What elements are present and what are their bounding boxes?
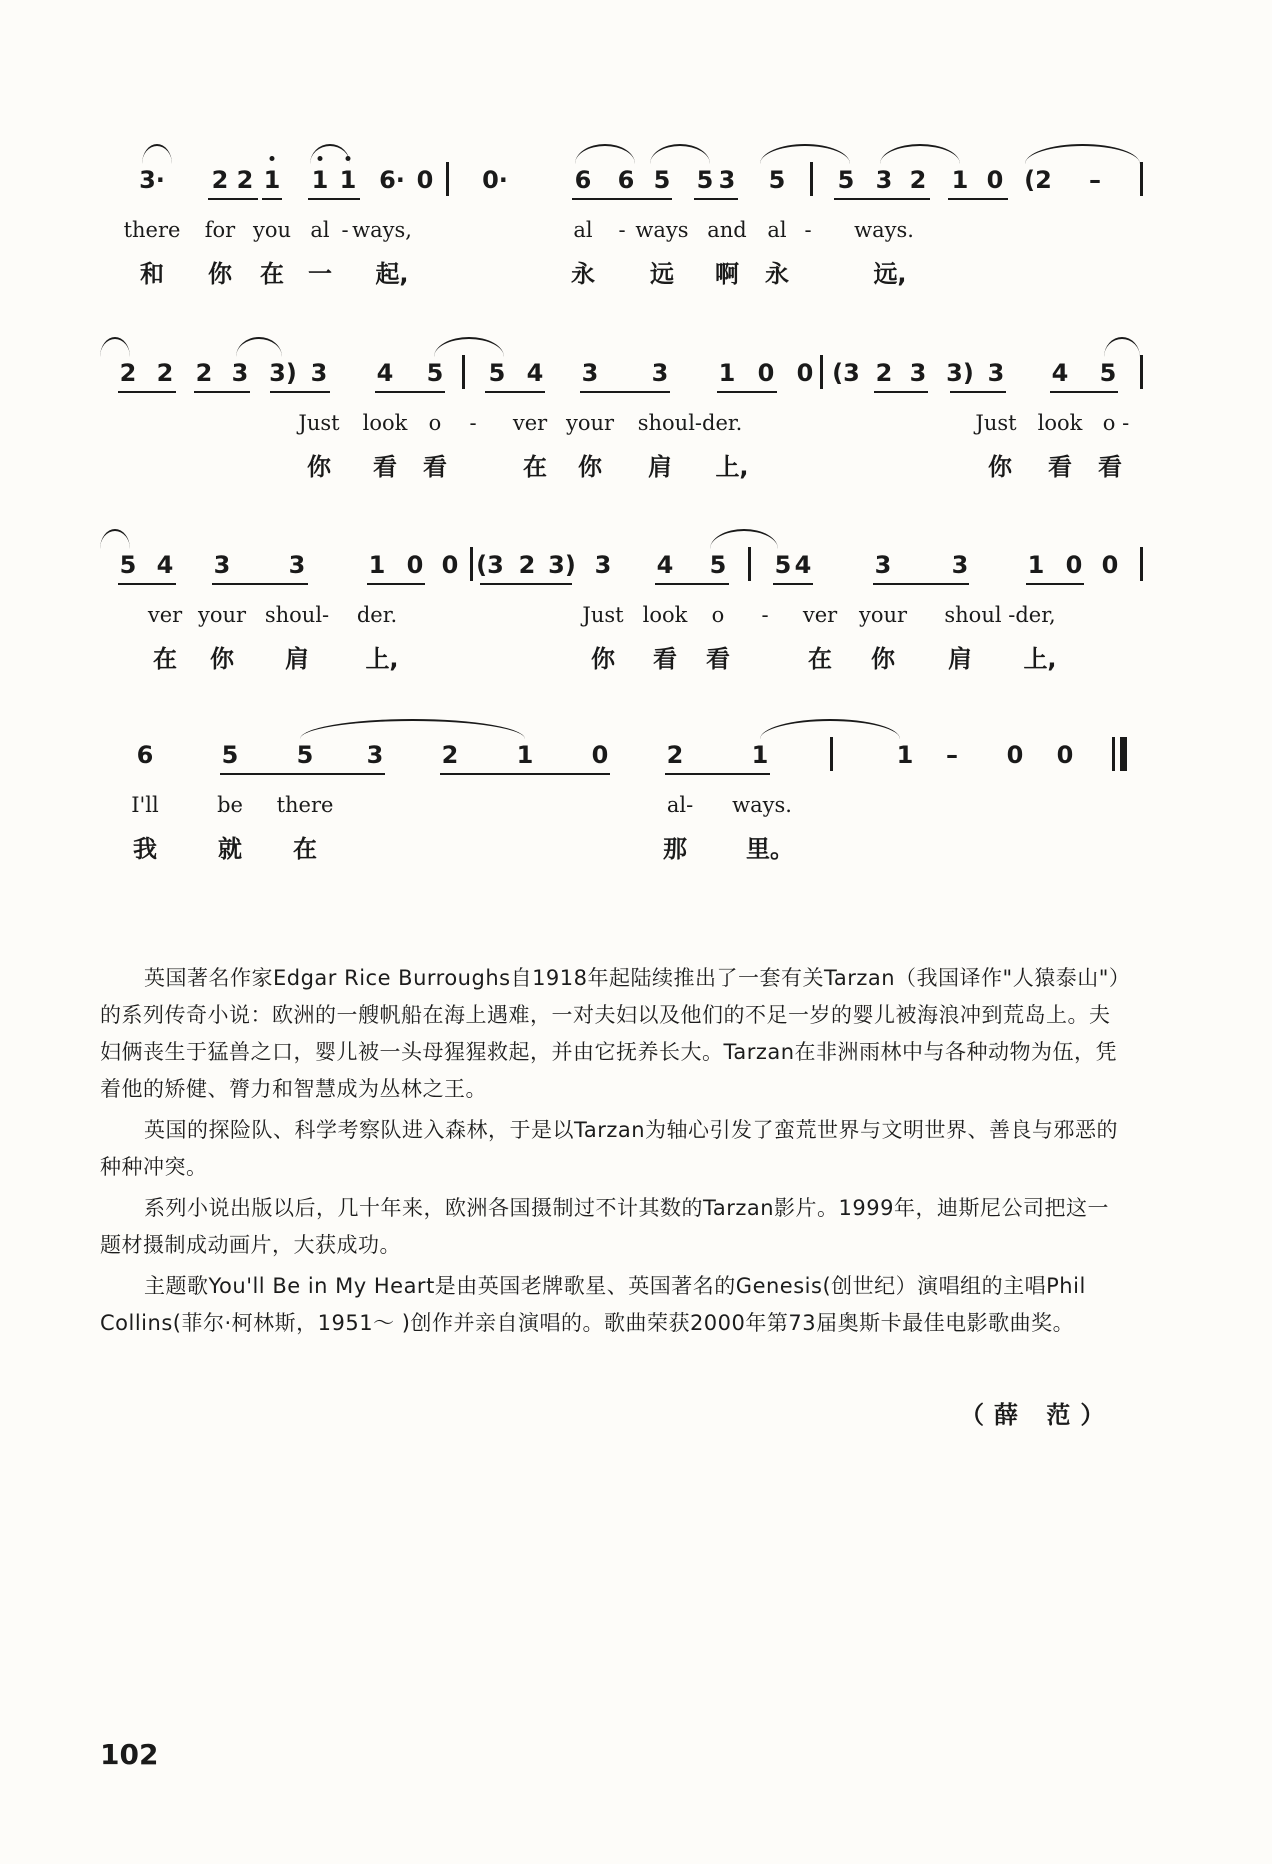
lyric: ver bbox=[512, 411, 548, 435]
note: (3 bbox=[476, 551, 504, 579]
note: 4 bbox=[656, 551, 674, 579]
duration-underline bbox=[440, 773, 610, 775]
note: 1 bbox=[1027, 551, 1045, 579]
lyric: - bbox=[341, 218, 349, 242]
lyric: 一 bbox=[308, 260, 332, 288]
slur bbox=[142, 144, 172, 164]
octave-dot bbox=[346, 156, 351, 161]
barline bbox=[830, 737, 833, 771]
duration-underline bbox=[1026, 583, 1084, 585]
lyric: 上, bbox=[365, 645, 399, 673]
lyric: Just bbox=[298, 411, 340, 435]
paragraph-3: 系列小说出版以后，几十年来，欧洲各国摄制过不计其数的Tarzan影片。1999年，迪斯尼公司把这一题材摄制成动画片，大获成功。 bbox=[100, 1196, 1109, 1257]
note: 3 bbox=[874, 551, 892, 579]
lyric: 在 bbox=[523, 453, 547, 481]
note: 0 bbox=[796, 359, 814, 387]
note: 3 bbox=[310, 359, 328, 387]
lyric: - bbox=[618, 218, 626, 242]
octave-dot bbox=[318, 156, 323, 161]
lyric: - bbox=[469, 411, 477, 435]
duration-underline bbox=[485, 391, 545, 393]
lyric: for bbox=[204, 218, 236, 242]
lyric: - bbox=[761, 603, 769, 627]
note: 2 bbox=[156, 359, 174, 387]
lyric: 在 bbox=[293, 835, 317, 863]
note: 5 bbox=[837, 166, 855, 194]
lyric: 看 bbox=[373, 453, 397, 481]
duration-underline bbox=[665, 773, 770, 775]
slur bbox=[236, 337, 282, 357]
duration-underline bbox=[717, 391, 777, 393]
barline bbox=[446, 162, 449, 196]
lyric: Just bbox=[975, 411, 1017, 435]
lyric: 你 bbox=[578, 453, 602, 481]
english-lyrics-4 bbox=[0, 787, 1272, 827]
lyric: 永 bbox=[571, 260, 595, 288]
lyric: ways. bbox=[854, 218, 914, 242]
duration-underline bbox=[308, 198, 360, 200]
lyric: 里。 bbox=[746, 835, 794, 863]
note: 3) bbox=[548, 551, 576, 579]
lyric: 起, bbox=[375, 260, 409, 288]
note: 3 bbox=[909, 359, 927, 387]
score-system-4 bbox=[0, 735, 1272, 905]
barline bbox=[1140, 355, 1143, 389]
note: 0 bbox=[406, 551, 424, 579]
song-background-text bbox=[100, 960, 1120, 1346]
paragraph-1: 英国著名作家Edgar Rice Burroughs自1918年起陆续推出了一套有关Tarzan（我国译作"人猿泰山"）的系列传奇小说：欧洲的一艘帆船在海上遇难，一对夫妇以及他们的不足一岁的婴儿被海浪冲到荒岛上。夫妇俩丧生于猛兽之口，婴儿被一头母猩猩救起，并由它抚养长大。Tarzan在非洲雨林中与各种动物为伍，凭着他的矫健、膂力和智慧成为丛林之王。 bbox=[100, 966, 1120, 1101]
note: 3 bbox=[288, 551, 306, 579]
lyric: ver bbox=[147, 603, 183, 627]
note: 1 bbox=[368, 551, 386, 579]
duration-underline bbox=[834, 198, 930, 200]
slur bbox=[760, 719, 900, 739]
duration-underline bbox=[874, 391, 928, 393]
lyric: al- bbox=[666, 793, 694, 817]
duration-underline bbox=[873, 583, 969, 585]
lyric: look bbox=[362, 411, 408, 435]
lyric: 你 bbox=[988, 453, 1012, 481]
duration-underline bbox=[773, 583, 813, 585]
notes-line-3 bbox=[0, 545, 1272, 585]
lyric: 就 bbox=[218, 835, 242, 863]
duration-underline bbox=[118, 583, 176, 585]
chinese-lyrics-3 bbox=[0, 635, 1272, 675]
duration-underline bbox=[262, 198, 282, 200]
note: 0 bbox=[986, 166, 1004, 194]
duration-underline bbox=[118, 391, 176, 393]
slur bbox=[310, 144, 350, 164]
note: 0 bbox=[757, 359, 775, 387]
duration-underline bbox=[1050, 391, 1118, 393]
lyric: 上, bbox=[1023, 645, 1057, 673]
note: 2 bbox=[909, 166, 927, 194]
lyric: there bbox=[123, 218, 181, 242]
lyric: ways. bbox=[732, 793, 792, 817]
note: 3 bbox=[213, 551, 231, 579]
duration-underline bbox=[572, 198, 672, 200]
note: 3 bbox=[718, 166, 736, 194]
barline bbox=[1140, 162, 1143, 196]
duration-underline bbox=[194, 391, 250, 393]
note: 2 bbox=[441, 741, 459, 769]
note: 0· bbox=[482, 166, 508, 194]
lyric: 你 bbox=[871, 645, 895, 673]
note: 2 bbox=[875, 359, 893, 387]
lyric: 远, bbox=[873, 260, 907, 288]
note: 2 bbox=[666, 741, 684, 769]
lyric: Just bbox=[582, 603, 624, 627]
lyric: o bbox=[711, 603, 725, 627]
note: (3 bbox=[832, 359, 860, 387]
note: (2 bbox=[1024, 166, 1052, 194]
octave-dot bbox=[270, 156, 275, 161]
duration-underline bbox=[948, 198, 1008, 200]
lyric: and bbox=[707, 218, 747, 242]
barline bbox=[820, 355, 823, 389]
note: 1 bbox=[718, 359, 736, 387]
note: 2 bbox=[518, 551, 536, 579]
lyric: shoul -der, bbox=[944, 603, 1056, 627]
note: 6 bbox=[617, 166, 635, 194]
english-lyrics-1 bbox=[0, 212, 1272, 252]
lyric: 在 bbox=[153, 645, 177, 673]
note: 3 bbox=[651, 359, 669, 387]
slur bbox=[300, 719, 525, 739]
note: 1 bbox=[751, 741, 769, 769]
note: 0 bbox=[1006, 741, 1024, 769]
slur bbox=[1104, 337, 1140, 357]
lyric: 我 bbox=[133, 835, 157, 863]
duration-underline bbox=[580, 391, 670, 393]
note: 4 bbox=[526, 359, 544, 387]
notes-line-1 bbox=[0, 160, 1272, 200]
slur bbox=[575, 144, 635, 164]
lyric: 看 bbox=[706, 645, 730, 673]
lyric: your bbox=[197, 603, 247, 627]
lyric: al bbox=[767, 218, 787, 242]
note: 2 bbox=[195, 359, 213, 387]
lyric: der. bbox=[356, 603, 398, 627]
lyric: 你 bbox=[208, 260, 232, 288]
note: 0 bbox=[1065, 551, 1083, 579]
note: 1 bbox=[951, 166, 969, 194]
score-system-3 bbox=[0, 545, 1272, 715]
slur bbox=[434, 337, 504, 357]
lyric: - bbox=[804, 218, 812, 242]
lyric: 肩 bbox=[648, 453, 672, 481]
lyric: I'll bbox=[131, 793, 159, 817]
lyric: 远 bbox=[650, 260, 674, 288]
barline bbox=[1140, 547, 1143, 581]
lyric: look bbox=[1037, 411, 1083, 435]
duration-underline bbox=[950, 391, 1006, 393]
lyric: your bbox=[565, 411, 615, 435]
lyric: ways bbox=[635, 218, 689, 242]
slur bbox=[1025, 144, 1140, 164]
note: 4 bbox=[794, 551, 812, 579]
slur bbox=[880, 144, 960, 164]
lyric: 上, bbox=[715, 453, 749, 481]
note: 3 bbox=[875, 166, 893, 194]
note: 6 bbox=[136, 741, 154, 769]
note: 1 bbox=[896, 741, 914, 769]
note: 3 bbox=[594, 551, 612, 579]
lyric: 和 bbox=[140, 260, 164, 288]
note: 3 bbox=[231, 359, 249, 387]
note: 4 bbox=[1051, 359, 1069, 387]
slur bbox=[710, 529, 778, 549]
lyric: al bbox=[573, 218, 593, 242]
notes-line-2 bbox=[0, 353, 1272, 393]
duration-underline bbox=[655, 583, 729, 585]
lyric: you bbox=[252, 218, 292, 242]
note: 1 bbox=[263, 166, 281, 194]
lyric: 永 bbox=[765, 260, 789, 288]
lyric: 看 bbox=[423, 453, 447, 481]
duration-underline bbox=[367, 583, 425, 585]
lyric: 看 bbox=[1048, 453, 1072, 481]
note: 5 bbox=[768, 166, 786, 194]
duration-underline bbox=[220, 773, 385, 775]
paragraph-2: 英国的探险队、科学考察队进入森林，于是以Tarzan为轴心引发了蛮荒世界与文明世界、善良与邪恶的种种冲突。 bbox=[100, 1118, 1119, 1179]
note: 5 bbox=[221, 741, 239, 769]
note: 1 bbox=[339, 166, 357, 194]
lyric: 你 bbox=[307, 453, 331, 481]
duration-underline bbox=[208, 198, 258, 200]
author-credit: （薛 范） bbox=[960, 1401, 1115, 1429]
duration-underline bbox=[212, 583, 308, 585]
note: 0 bbox=[441, 551, 459, 579]
note: 6 bbox=[574, 166, 592, 194]
lyric: shoul-der. bbox=[637, 411, 743, 435]
duration-underline bbox=[270, 391, 330, 393]
note: 5 bbox=[696, 166, 714, 194]
lyric: 肩 bbox=[948, 645, 972, 673]
lyric: 啊 bbox=[715, 260, 739, 288]
barline bbox=[470, 547, 473, 581]
note: 5 bbox=[488, 359, 506, 387]
note: 4 bbox=[376, 359, 394, 387]
slur bbox=[100, 529, 130, 549]
lyric: 在 bbox=[808, 645, 832, 673]
lyric: 你 bbox=[210, 645, 234, 673]
slur bbox=[760, 144, 850, 164]
lyric: al bbox=[310, 218, 330, 242]
lyric: 那 bbox=[663, 835, 687, 863]
score-system-1 bbox=[0, 160, 1272, 330]
final-barline-thin bbox=[1112, 737, 1115, 771]
lyric: 看 bbox=[1098, 453, 1122, 481]
note: 5 bbox=[774, 551, 792, 579]
note: 2 bbox=[236, 166, 254, 194]
final-barline-thick bbox=[1120, 737, 1127, 771]
score-system-2 bbox=[0, 353, 1272, 523]
note: 5 bbox=[709, 551, 727, 579]
note: 5 bbox=[119, 551, 137, 579]
note: 6· bbox=[379, 166, 405, 194]
note: 5 bbox=[296, 741, 314, 769]
lyric: 你 bbox=[591, 645, 615, 673]
note: 3 bbox=[366, 741, 384, 769]
note: 0 bbox=[1101, 551, 1119, 579]
note: 4 bbox=[156, 551, 174, 579]
notes-line-4 bbox=[0, 735, 1272, 775]
note: 5 bbox=[1099, 359, 1117, 387]
lyric: o - bbox=[1102, 411, 1130, 435]
duration-underline bbox=[375, 391, 445, 393]
duration-underline bbox=[694, 198, 738, 200]
note: 3) bbox=[269, 359, 297, 387]
lyric: o bbox=[428, 411, 442, 435]
note: 3 bbox=[987, 359, 1005, 387]
note: 3 bbox=[951, 551, 969, 579]
note: 3) bbox=[946, 359, 974, 387]
lyric: shoul- bbox=[264, 603, 330, 627]
barline bbox=[462, 355, 465, 389]
note: 3 bbox=[581, 359, 599, 387]
lyric: ways, bbox=[352, 218, 412, 242]
page-number: 102 bbox=[100, 1738, 159, 1771]
note: 1 bbox=[516, 741, 534, 769]
note: – bbox=[946, 741, 958, 769]
chinese-lyrics-2 bbox=[0, 443, 1272, 483]
english-lyrics-3 bbox=[0, 597, 1272, 637]
lyric: your bbox=[858, 603, 908, 627]
note: – bbox=[1089, 166, 1101, 194]
lyric: 看 bbox=[653, 645, 677, 673]
note: 2 bbox=[211, 166, 229, 194]
note: 2 bbox=[119, 359, 137, 387]
note: 0 bbox=[591, 741, 609, 769]
note: 1 bbox=[311, 166, 329, 194]
duration-underline bbox=[480, 583, 572, 585]
english-lyrics-2 bbox=[0, 405, 1272, 445]
lyric: there bbox=[276, 793, 334, 817]
note: 5 bbox=[653, 166, 671, 194]
lyric: look bbox=[642, 603, 688, 627]
lyric: be bbox=[217, 793, 243, 817]
chinese-lyrics-4 bbox=[0, 825, 1272, 865]
note: 0 bbox=[1056, 741, 1074, 769]
barline bbox=[810, 162, 813, 196]
lyric: 肩 bbox=[285, 645, 309, 673]
lyric: ver bbox=[802, 603, 838, 627]
note: 3· bbox=[139, 166, 165, 194]
note: 0 bbox=[416, 166, 434, 194]
note: 5 bbox=[426, 359, 444, 387]
chinese-lyrics-1 bbox=[0, 250, 1272, 290]
lyric: 在 bbox=[260, 260, 284, 288]
slur bbox=[650, 144, 710, 164]
barline bbox=[748, 547, 751, 581]
slur bbox=[100, 337, 130, 357]
paragraph-4: 主题歌You'll Be in My Heart是由英国老牌歌星、英国著名的Genesis(创世纪）演唱组的主唱Phil Collins(菲尔·柯林斯，1951～ )创作并亲自演唱的。歌曲荣获2000年第73届奥斯卡最佳电影歌曲奖。 bbox=[100, 1274, 1086, 1335]
